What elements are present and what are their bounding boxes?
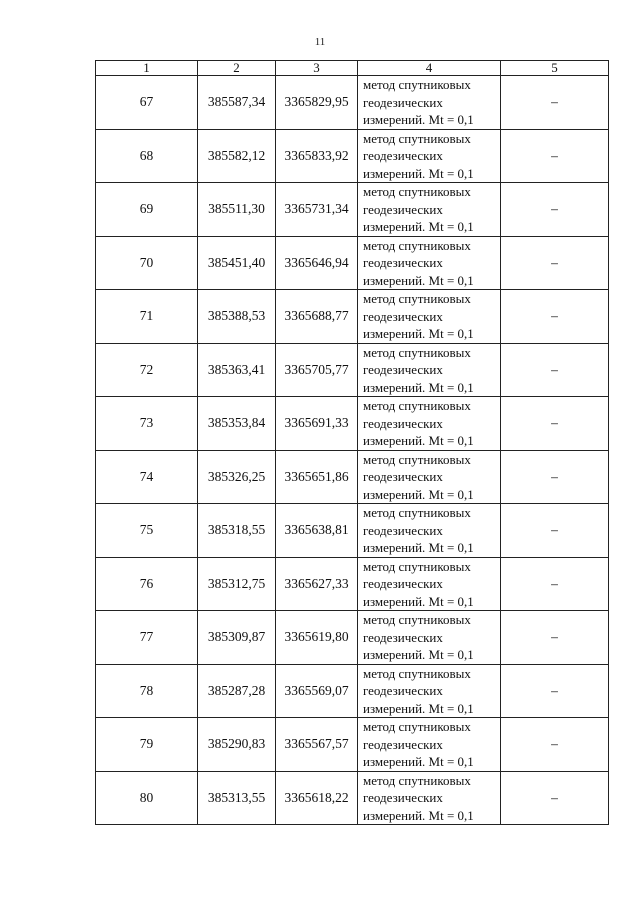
y-coordinate-cell: 3365646,94 xyxy=(276,236,358,290)
table-row xyxy=(96,76,609,130)
x-coordinate-cell: 385312,75 xyxy=(198,557,276,611)
table-row xyxy=(96,611,609,665)
x-coordinate-cell: 385287,28 xyxy=(198,664,276,718)
point-number-cell: 72 xyxy=(96,343,198,397)
method-cell: метод спутниковых геодезических измерений. Mt = 0,1 xyxy=(358,504,501,558)
y-coordinate-cell: 3365638,81 xyxy=(276,504,358,558)
y-coordinate-cell: 3365619,80 xyxy=(276,611,358,665)
y-coordinate-cell: 3365691,33 xyxy=(276,397,358,451)
header-col-2: 2 xyxy=(198,61,276,76)
method-cell: метод спутниковых геодезических измерений. Mt = 0,1 xyxy=(358,718,501,772)
note-cell: – xyxy=(501,183,609,237)
table-row xyxy=(96,183,609,237)
y-coordinate-cell: 3365833,92 xyxy=(276,129,358,183)
point-number-cell: 68 xyxy=(96,129,198,183)
method-cell: метод спутниковых геодезических измерений. Mt = 0,1 xyxy=(358,183,501,237)
y-coordinate-cell: 3365829,95 xyxy=(276,76,358,130)
note-cell: – xyxy=(501,718,609,772)
note-cell: – xyxy=(501,450,609,504)
header-col-5: 5 xyxy=(501,61,609,76)
point-number-cell: 80 xyxy=(96,771,198,825)
point-number-cell: 76 xyxy=(96,557,198,611)
table-row xyxy=(96,771,609,825)
method-cell: метод спутниковых геодезических измерений. Mt = 0,1 xyxy=(358,450,501,504)
x-coordinate-cell: 385353,84 xyxy=(198,397,276,451)
note-cell: – xyxy=(501,343,609,397)
point-number-cell: 78 xyxy=(96,664,198,718)
y-coordinate-cell: 3365567,57 xyxy=(276,718,358,772)
x-coordinate-cell: 385326,25 xyxy=(198,450,276,504)
method-cell: метод спутниковых геодезических измерений. Mt = 0,1 xyxy=(358,397,501,451)
table-row xyxy=(96,397,609,451)
point-number-cell: 70 xyxy=(96,236,198,290)
note-cell: – xyxy=(501,504,609,558)
method-cell: метод спутниковых геодезических измерений. Mt = 0,1 xyxy=(358,557,501,611)
table-row xyxy=(96,557,609,611)
page-number: 11 xyxy=(314,36,326,48)
table-row xyxy=(96,343,609,397)
x-coordinate-cell: 385309,87 xyxy=(198,611,276,665)
table-row xyxy=(96,504,609,558)
table-row xyxy=(96,450,609,504)
method-cell: метод спутниковых геодезических измерений. Mt = 0,1 xyxy=(358,129,501,183)
table-row xyxy=(96,664,609,718)
y-coordinate-cell: 3365705,77 xyxy=(276,343,358,397)
table-row xyxy=(96,236,609,290)
x-coordinate-cell: 385290,83 xyxy=(198,718,276,772)
y-coordinate-cell: 3365627,33 xyxy=(276,557,358,611)
note-cell: – xyxy=(501,129,609,183)
header-col-1: 1 xyxy=(96,61,198,76)
x-coordinate-cell: 385318,55 xyxy=(198,504,276,558)
y-coordinate-cell: 3365569,07 xyxy=(276,664,358,718)
point-number-cell: 75 xyxy=(96,504,198,558)
note-cell: – xyxy=(501,557,609,611)
coordinates-table xyxy=(95,60,609,825)
y-coordinate-cell: 3365731,34 xyxy=(276,183,358,237)
x-coordinate-cell: 385313,55 xyxy=(198,771,276,825)
note-cell: – xyxy=(501,771,609,825)
method-cell: метод спутниковых геодезических измерений. Mt = 0,1 xyxy=(358,771,501,825)
y-coordinate-cell: 3365688,77 xyxy=(276,290,358,344)
x-coordinate-cell: 385511,30 xyxy=(198,183,276,237)
method-cell: метод спутниковых геодезических измерений. Mt = 0,1 xyxy=(358,236,501,290)
point-number-cell: 67 xyxy=(96,76,198,130)
method-cell: метод спутниковых геодезических измерений. Mt = 0,1 xyxy=(358,76,501,130)
point-number-cell: 77 xyxy=(96,611,198,665)
x-coordinate-cell: 385582,12 xyxy=(198,129,276,183)
note-cell: – xyxy=(501,397,609,451)
note-cell: – xyxy=(501,611,609,665)
note-cell: – xyxy=(501,236,609,290)
method-cell: метод спутниковых геодезических измерений. Mt = 0,1 xyxy=(358,290,501,344)
point-number-cell: 74 xyxy=(96,450,198,504)
note-cell: – xyxy=(501,76,609,130)
header-col-3: 3 xyxy=(276,61,358,76)
method-cell: метод спутниковых геодезических измерений. Mt = 0,1 xyxy=(358,664,501,718)
x-coordinate-cell: 385388,53 xyxy=(198,290,276,344)
point-number-cell: 71 xyxy=(96,290,198,344)
method-cell: метод спутниковых геодезических измерений. Mt = 0,1 xyxy=(358,343,501,397)
table-row xyxy=(96,129,609,183)
table-row xyxy=(96,290,609,344)
table-row xyxy=(96,718,609,772)
method-cell: метод спутниковых геодезических измерений. Mt = 0,1 xyxy=(358,611,501,665)
note-cell: – xyxy=(501,664,609,718)
header-row xyxy=(96,61,609,76)
x-coordinate-cell: 385451,40 xyxy=(198,236,276,290)
point-number-cell: 69 xyxy=(96,183,198,237)
x-coordinate-cell: 385363,41 xyxy=(198,343,276,397)
x-coordinate-cell: 385587,34 xyxy=(198,76,276,130)
point-number-cell: 73 xyxy=(96,397,198,451)
y-coordinate-cell: 3365651,86 xyxy=(276,450,358,504)
point-number-cell: 79 xyxy=(96,718,198,772)
note-cell: – xyxy=(501,290,609,344)
y-coordinate-cell: 3365618,22 xyxy=(276,771,358,825)
header-col-4: 4 xyxy=(358,61,501,76)
